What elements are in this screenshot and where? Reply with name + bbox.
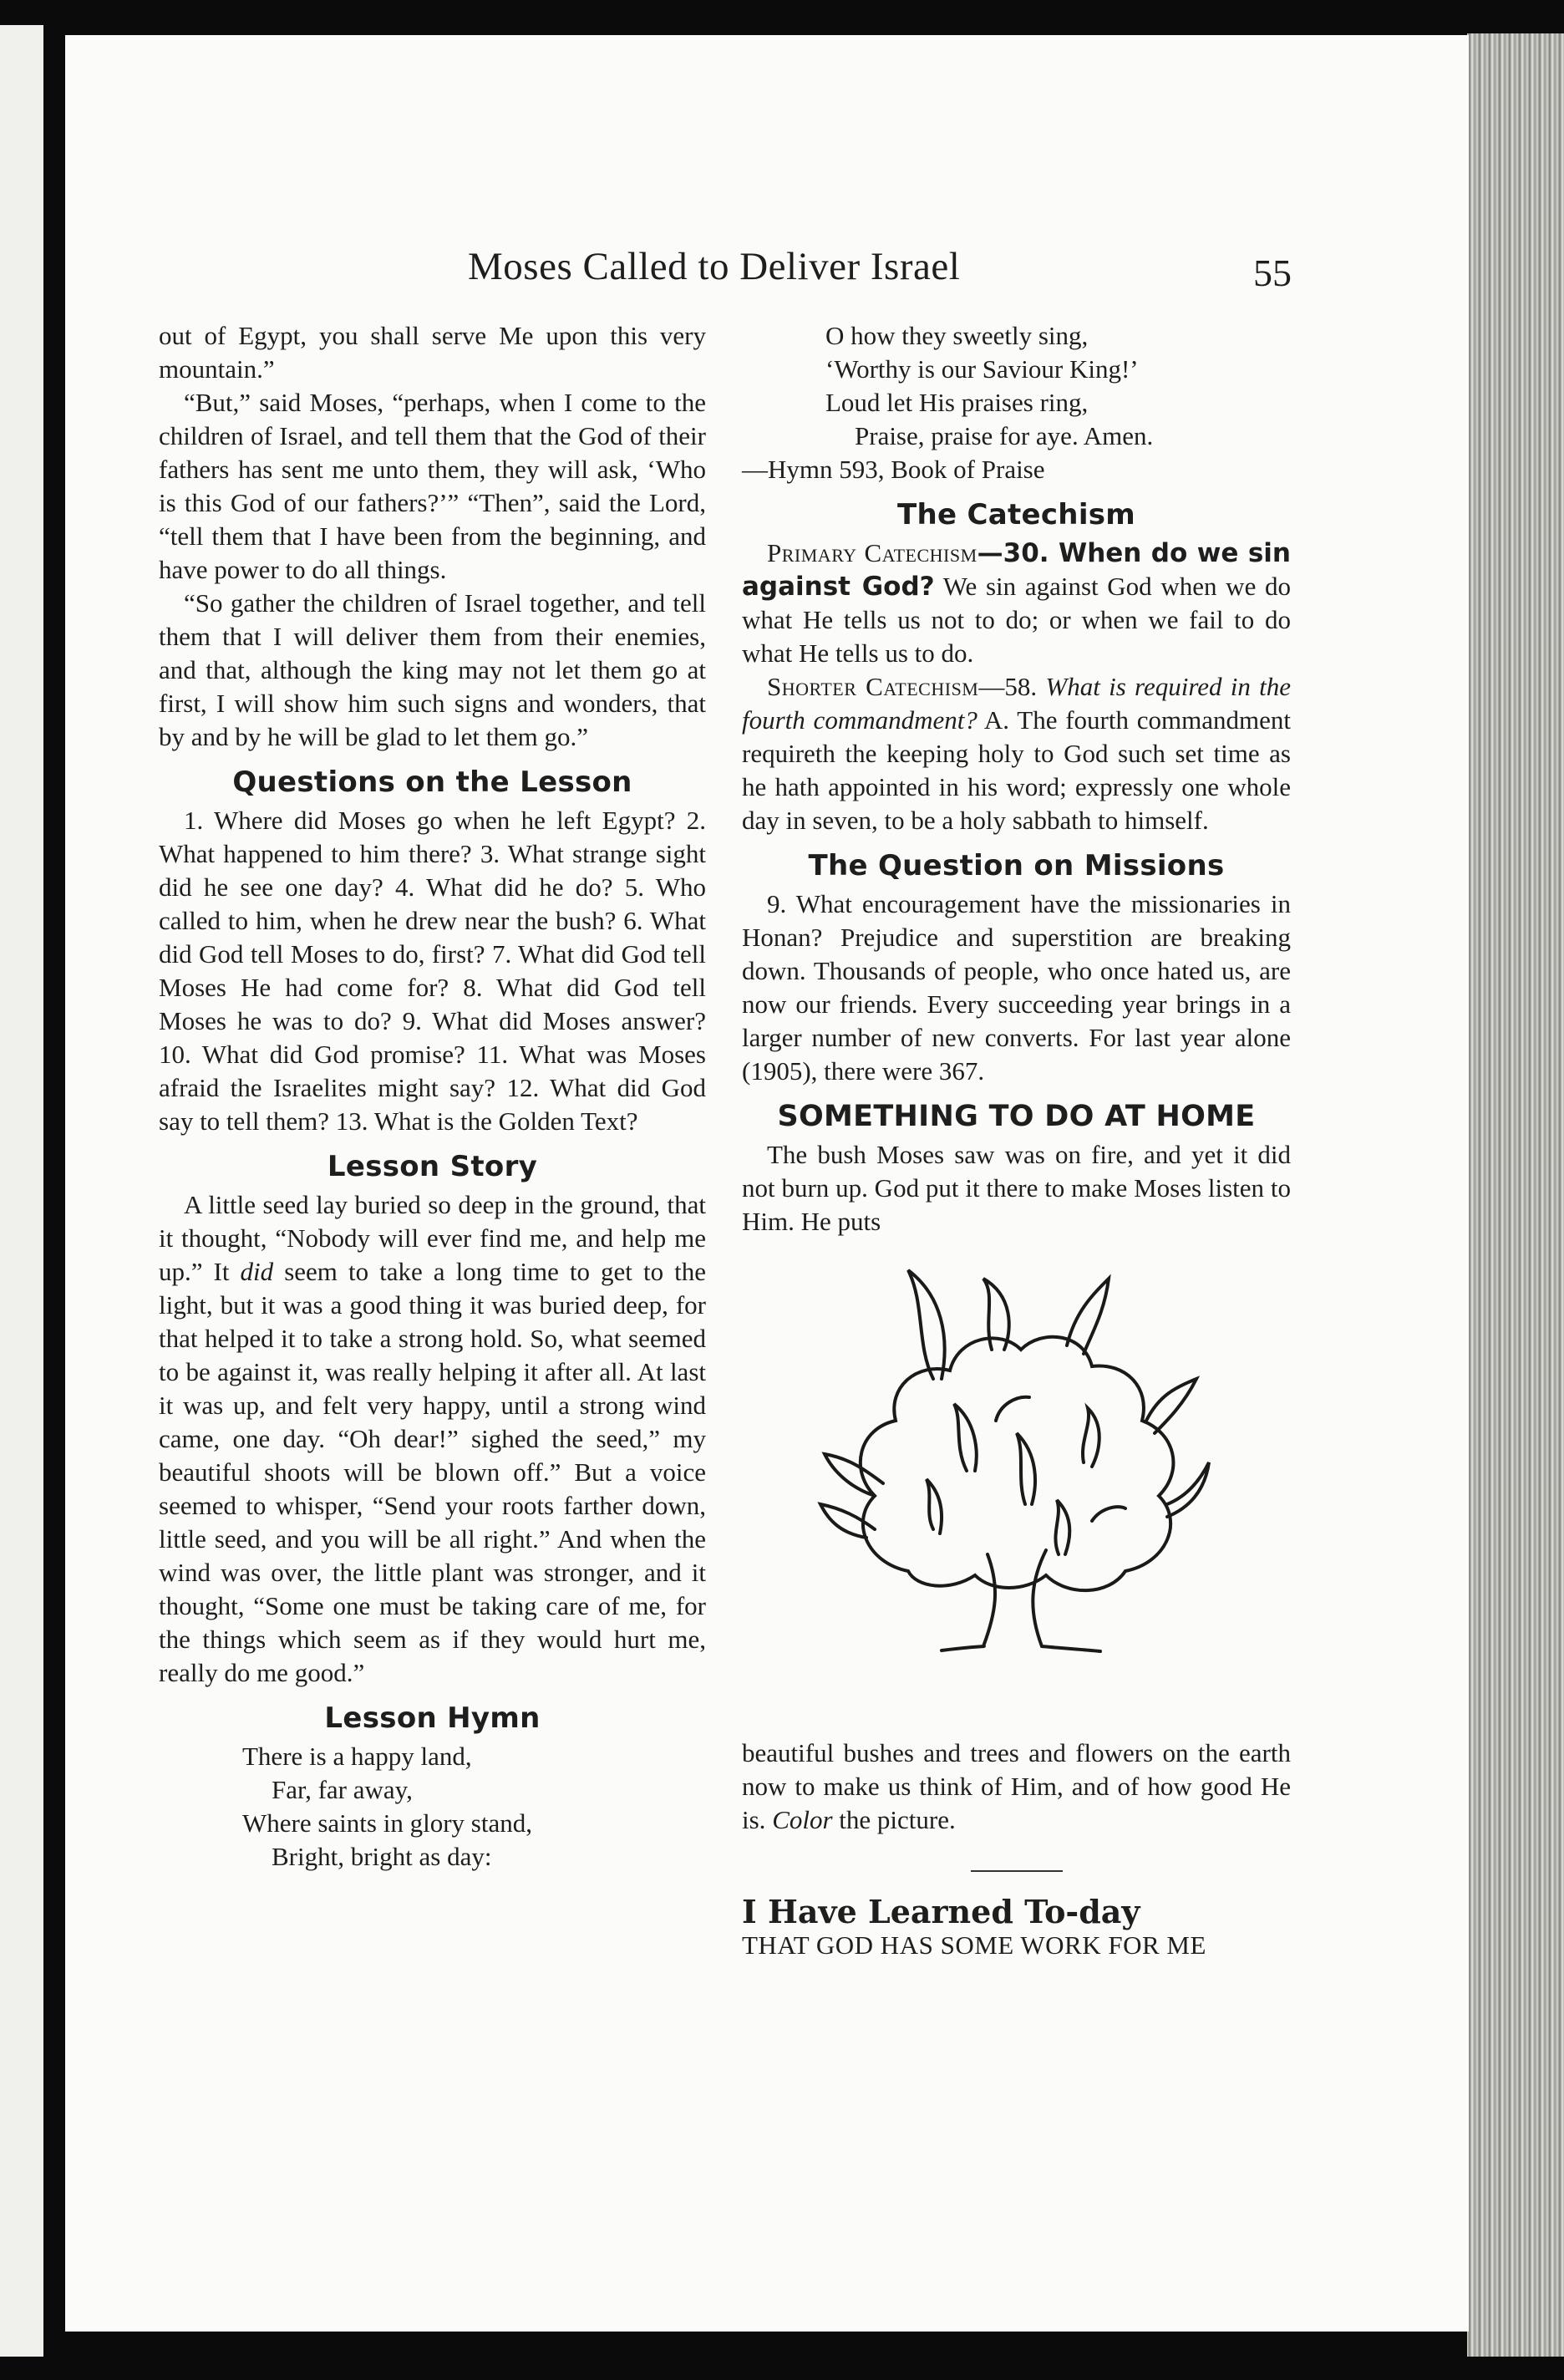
story-part: seem to take a long time to get to the light, but it was a good thing it was buried deep, for that helped it to take a strong hold. So, what seemed to be against it, was really helping it after all. At last it was up, and felt very happy, until a strong wind came, one day. “Oh dear!” sighed the seed,” my beautiful shoots will be blown off.” But a voice seemed to whisper, “Send your roots farther down, little seed, and you will be all right.” And when the wind was over, the little plant was stronger, and it thought, “Some one must be taking care of me, for the things which seem as if they would hurt me, really do me good.” (159, 1257, 706, 1687)
lesson-story-text (159, 1188, 706, 1690)
hymn-line: Bright, bright as day: (272, 1842, 492, 1871)
previous-page-edge (0, 25, 43, 2357)
home-part: beautiful bushes and trees and flowers on the earth now to make us think of Him, and of how good He is. (742, 1738, 1291, 1834)
primary-catechism-label: Primary Catechism (767, 538, 978, 567)
flame-stroke (1055, 1500, 1069, 1554)
shorter-catechism-number: —58. (978, 672, 1046, 701)
bush-foliage-outline (860, 1337, 1173, 1590)
divider (971, 1870, 1063, 1872)
hymn-line: Praise, praise for aye. Amen. (855, 421, 1154, 450)
questions-text: 1. Where did Moses go when he left Egypt? 2. What happened to him there? 3. What strange sight did he see one day? 4. What did he do? 5. Who called to him, when he drew near the bush? 6. What did God tell Moses to do, first? 7. What did God tell Moses He had come for? 8. What did God tell Moses he was to do? 9. What did Moses answer? 10. What did God promise? 11. What was Moses afraid the Israelites might say? 12. What did God say to tell them? 13. What is the Golden Text? (159, 806, 706, 1136)
primary-catechism (742, 537, 1291, 670)
burning-bush-illustration (816, 1254, 1217, 1721)
home-activity-text (742, 1138, 1291, 1238)
missions-text: 9. What encouragement have the missionaries in Honan? Prejudice and superstition are breaking down. Thousands of people, who once hated us, are now our friends. Every succeeding year brings in a larger number of new converts. For last year alone (1905), there were 367. (742, 889, 1291, 1086)
home-part: the picture. (832, 1805, 956, 1834)
flame-stroke (996, 1397, 1029, 1421)
lesson-hymn-heading: Lesson Hymn (324, 1701, 541, 1735)
home-activity-heading: SOMETHING TO DO AT HOME (777, 1100, 1256, 1133)
shorter-catechism-answer: A. The fourth commandment requireth the keeping holy to God such set time as he hath appointed in his word; expressly one whole day in seven, to be a holy sabbath to himself. (742, 705, 1291, 835)
shorter-catechism-label: Shorter Catechism (767, 672, 979, 701)
flame-stroke (1082, 1408, 1099, 1467)
hymn-line: Where saints in glory stand, (242, 1808, 532, 1838)
hymn-line: There is a happy land, (242, 1742, 472, 1771)
flame-stroke (954, 1404, 977, 1471)
learned-today-title: I Have Learned To-day (742, 1893, 1140, 1930)
flame-stroke (1092, 1507, 1125, 1521)
flame-stroke (927, 1479, 942, 1533)
learned-today-text: THAT GOD HAS SOME WORK FOR ME (742, 1930, 1206, 1960)
hymn-line: ‘Worthy is our Saviour King!’ (825, 354, 1139, 384)
home-activity-continued (742, 1737, 1291, 1837)
paragraph: out of Egypt, you shall serve Me upon this very mountain.” (159, 321, 706, 384)
page-number: 55 (1253, 252, 1292, 294)
primary-catechism-question: —30. When do we sin against God? (742, 538, 1291, 602)
bush-trunk-stroke (942, 1646, 1100, 1651)
paragraph: “So gather the children of Israel together, and tell them that I will deliver them from their enemies, and that, although the king may not let them go at first, I will show him such signs and wonders, that by and by he will be glad to let them go.” (159, 588, 706, 751)
catechism-heading: The Catechism (896, 498, 1136, 531)
questions-heading: Questions on the Lesson (232, 765, 632, 799)
story-emphasis: did (240, 1257, 274, 1286)
flame-stroke (825, 1454, 883, 1496)
left-column (159, 319, 706, 1874)
story-part: A little seed lay buried so deep in the ground, that it thought, “Nobody will ever find me, and help me up.” It (159, 1190, 706, 1286)
primary-catechism-answer: We sin against God when we do what He tells us not to do; or when we fail to do what He tells us to do. (742, 572, 1291, 668)
shorter-catechism-question: What is required in the fourth commandment? (742, 672, 1291, 735)
hymn-attribution: —Hymn 593, Book of Praise (742, 455, 1045, 484)
right-column (742, 319, 1291, 1962)
shorter-catechism (742, 670, 1291, 837)
paragraph: “But,” said Moses, “perhaps, when I come to the children of Israel, and tell them that the God of their fathers has sent me unto them, they will ask, ‘Who is this God of our fathers?’” “Then”, said the Lord, “tell them that I have been from the beginning, and have power to do all things. (159, 388, 706, 584)
hymn-line: Far, far away, (272, 1775, 413, 1804)
page-stack-edge (1467, 33, 1564, 2357)
bush-trunk-stroke (983, 1550, 1046, 1646)
flame-stroke (908, 1270, 945, 1379)
home-part: The bush Moses saw was on fire, and yet it did not burn up. God put it there to make Moses listen to Him. He puts (742, 1140, 1291, 1236)
hymn-line: O how they sweetly sing, (825, 321, 1089, 350)
flame-stroke (1017, 1433, 1035, 1504)
lesson-story-heading: Lesson Story (327, 1150, 538, 1183)
running-title: Moses Called to Deliver Israel (468, 245, 961, 288)
hymn-line: Loud let His praises ring, (825, 388, 1089, 417)
home-emphasis: Color (772, 1805, 833, 1834)
missions-heading: The Question on Missions (808, 849, 1225, 882)
